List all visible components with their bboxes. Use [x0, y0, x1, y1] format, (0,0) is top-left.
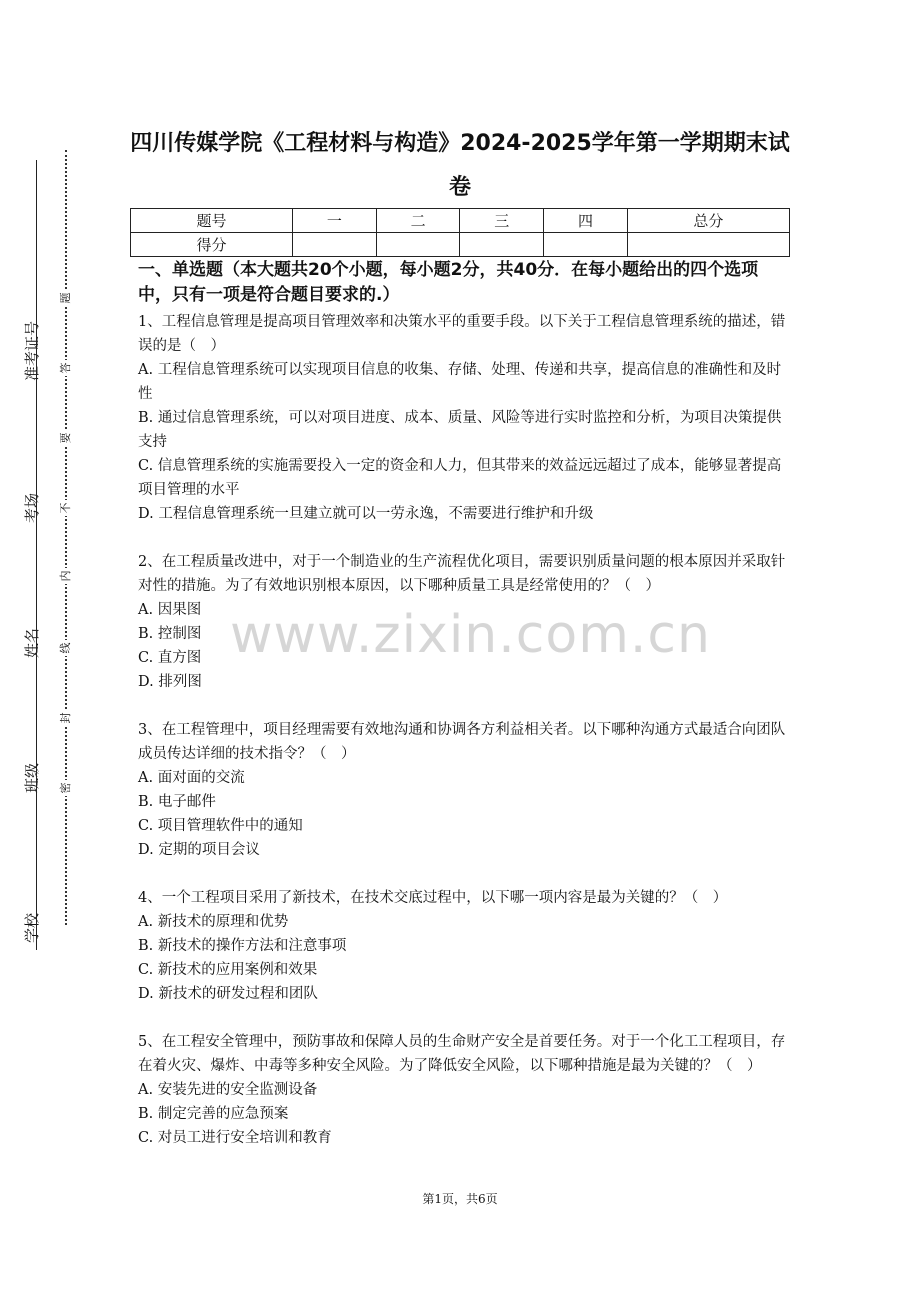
score-cell[interactable] — [293, 233, 377, 257]
exam-room-label: 考场 — [23, 493, 41, 524]
page-title: 四川传媒学院《工程材料与构造》2024-2025学年第一学期期末试卷 — [130, 131, 790, 200]
question-option: A. 安装先进的安全监测设备 — [138, 1082, 318, 1098]
question-option: C. 对员工进行安全培训和教育 — [138, 1130, 332, 1146]
score-table-header-cell: 四 — [544, 209, 628, 233]
score-table — [130, 208, 790, 257]
seal-char: 答 — [57, 360, 73, 376]
question-option: A. 因果图 — [138, 602, 202, 618]
question-option: B. 新技术的操作方法和注意事项 — [138, 938, 347, 954]
score-cell[interactable] — [460, 233, 544, 257]
question-option: D. 工程信息管理系统一旦建立就可以一劳永逸，不需要进行维护和升级 — [138, 506, 594, 522]
score-table-header-cell: 三 — [460, 209, 544, 233]
seal-char: 内 — [57, 568, 73, 584]
binding-line — [36, 160, 37, 950]
score-table-header-cell: 二 — [376, 209, 460, 233]
question-option: C. 新技术的应用案例和效果 — [138, 962, 318, 978]
seal-char: 不 — [57, 500, 73, 516]
seal-char: 线 — [57, 640, 73, 656]
question — [138, 1030, 786, 1150]
score-table-header-cell: 题号 — [131, 209, 293, 233]
score-table-header-cell: 一 — [293, 209, 377, 233]
seal-text — [55, 150, 75, 930]
question-stem: 1、工程信息管理是提高项目管理效率和决策水平的重要手段。以下关于工程信息管理系统的描述，错误的是（ ） — [138, 314, 786, 354]
seal-char: 封 — [57, 710, 73, 726]
question-option: D. 排列图 — [138, 674, 202, 690]
question-stem: 2、在工程质量改进中，对于一个制造业的生产流程优化项目，需要识别质量问题的根本原因并采取针对性的措施。为了有效地识别根本原因，以下哪种质量工具是经常使用的？（ ） — [138, 554, 786, 594]
exam-content — [138, 258, 786, 1174]
question-option: D. 新技术的研发过程和团队 — [138, 986, 318, 1002]
question-stem: 4、一个工程项目采用了新技术，在技术交底过程中，以下哪一项内容是最为关键的？（ ） — [138, 890, 728, 906]
score-table-score-row — [131, 233, 790, 257]
question-option: A. 面对面的交流 — [138, 770, 245, 786]
question — [138, 718, 786, 862]
question-option: C. 直方图 — [138, 650, 202, 666]
question — [138, 886, 786, 1006]
score-table-header-cell: 总分 — [627, 209, 789, 233]
exam-number-label: 准考证号 — [23, 320, 41, 381]
question — [138, 550, 786, 694]
seal-char: 要 — [57, 430, 73, 446]
question-option: B. 制定完善的应急预案 — [138, 1106, 289, 1122]
binding-margin-labels — [14, 150, 50, 950]
name-label: 姓名 — [23, 628, 41, 659]
score-row-label: 得分 — [131, 233, 293, 257]
score-table-header-row — [131, 209, 790, 233]
score-cell[interactable] — [627, 233, 789, 257]
question — [138, 310, 786, 526]
score-cell[interactable] — [376, 233, 460, 257]
question-stem: 3、在工程管理中，项目经理需要有效地沟通和协调各方利益相关者。以下哪种沟通方式最适合向团队成员传达详细的技术指令？（ ） — [138, 722, 786, 762]
question-stem: 5、在工程安全管理中，预防事故和保障人员的生命财产安全是首要任务。对于一个化工工程项目，存在着火灾、爆炸、中毒等多种安全风险。为了降低安全风险，以下哪种措施是最为关键的？（ ） — [138, 1034, 786, 1074]
question-option: D. 定期的项目会议 — [138, 842, 260, 858]
page-footer: 第1页，共6页 — [422, 1192, 498, 1206]
question-option: B. 控制图 — [138, 626, 202, 642]
watermark: www.zixin.com.cn — [230, 605, 711, 665]
class-label: 班级 — [23, 763, 41, 794]
score-cell[interactable] — [544, 233, 628, 257]
question-option: A. 新技术的原理和优势 — [138, 914, 289, 930]
question-option: B. 通过信息管理系统，可以对项目进度、成本、质量、风险等进行实时监控和分析，为项目决策提供支持 — [138, 410, 782, 450]
question-option: C. 信息管理系统的实施需要投入一定的资金和人力，但其带来的效益远远超过了成本，能够显著提高项目管理的水平 — [138, 458, 782, 498]
seal-char: 密 — [57, 780, 73, 796]
question-option: C. 项目管理软件中的通知 — [138, 818, 303, 834]
section-header: 一、单选题（本大题共20个小题，每小题2分，共40分．在每小题给出的四个选项中，只有一项是符合题目要求的.） — [138, 260, 759, 305]
question-option: A. 工程信息管理系统可以实现项目信息的收集、存储、处理、传递和共享，提高信息的准确性和及时性 — [138, 362, 782, 402]
seal-char: 题 — [57, 290, 73, 306]
question-option: B. 电子邮件 — [138, 794, 216, 810]
school-label: 学校 — [23, 913, 41, 944]
